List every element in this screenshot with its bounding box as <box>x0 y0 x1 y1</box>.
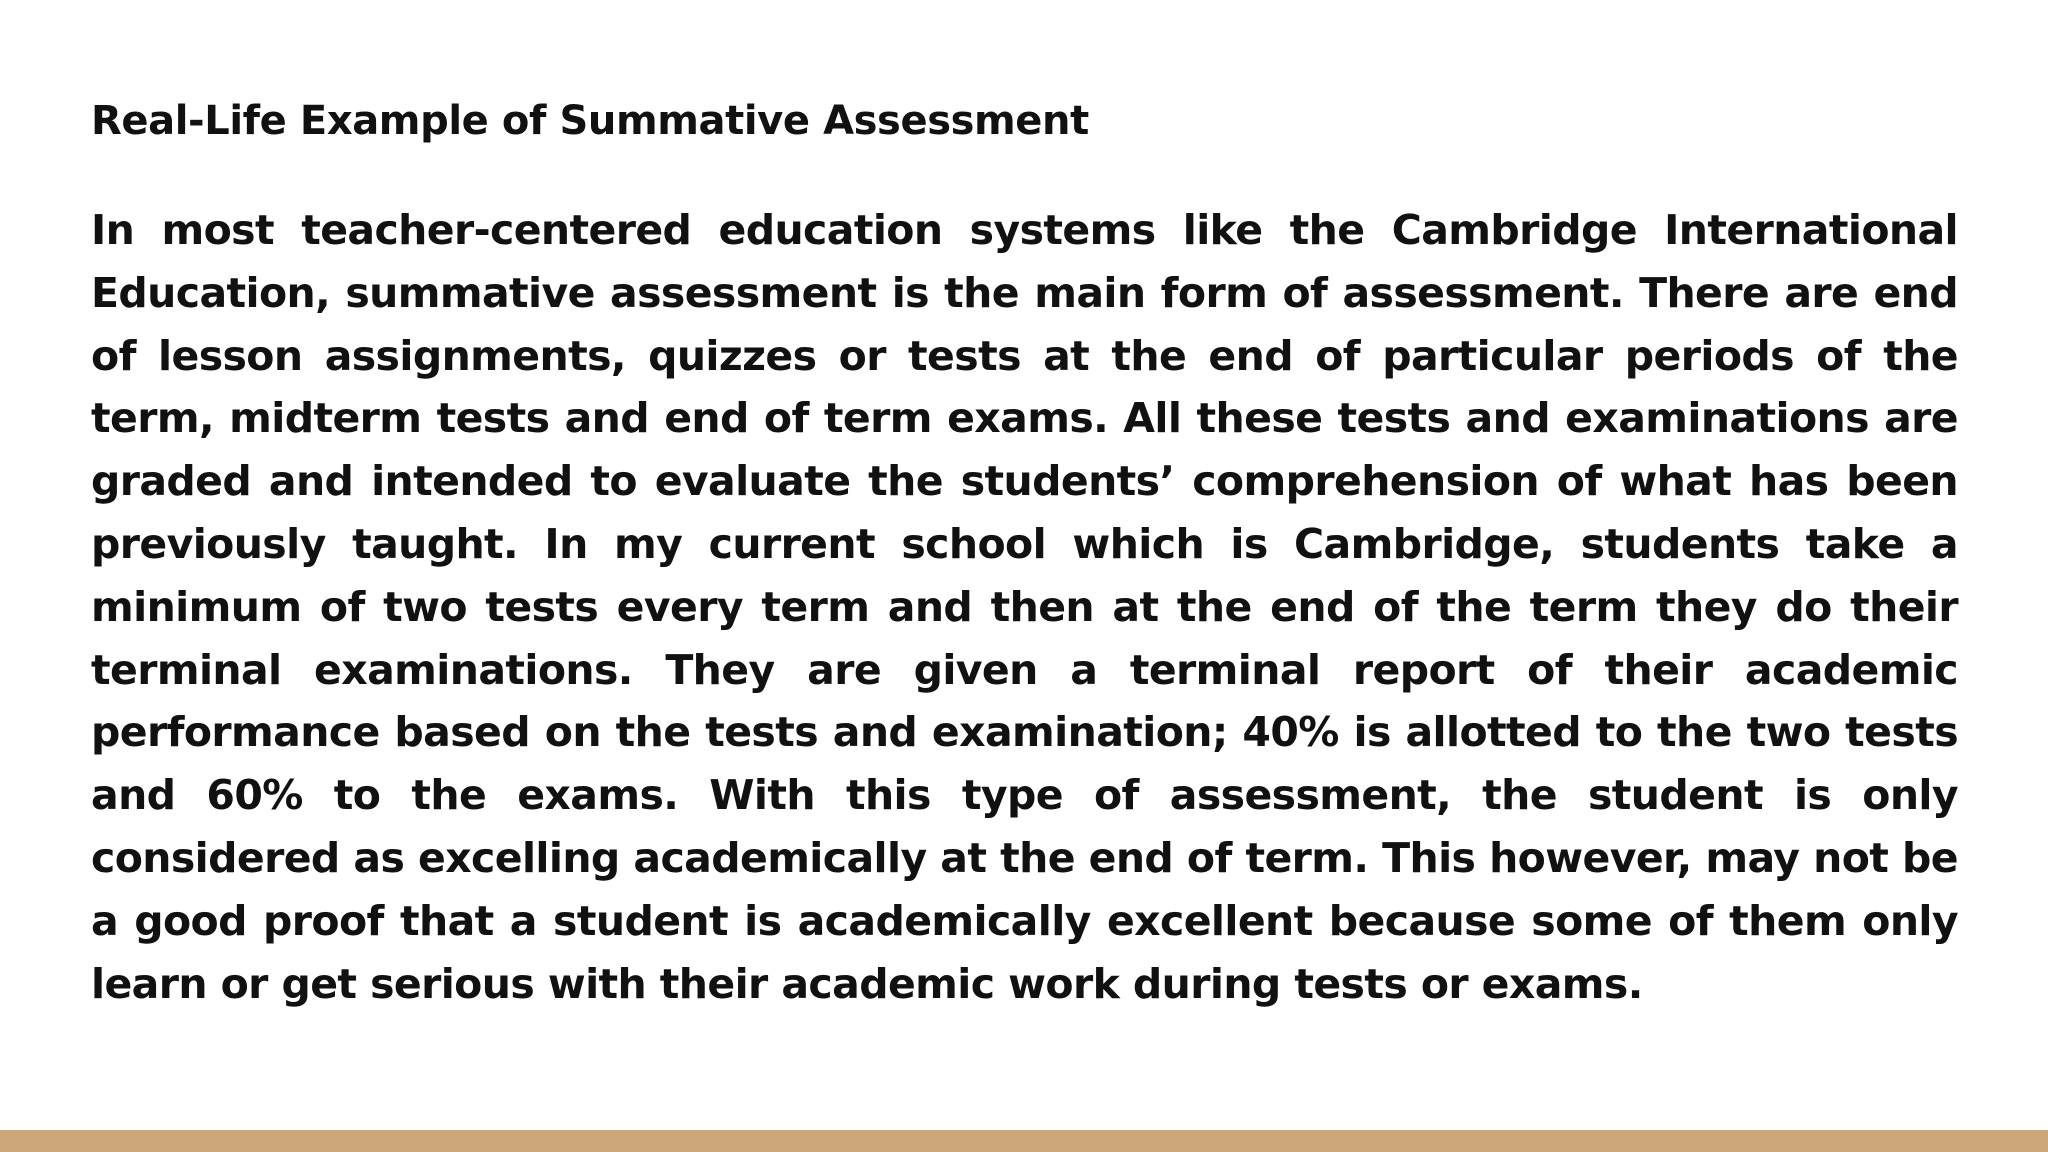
slide-body-paragraph: In most teacher-centered education systems like the Cambridge International Education, summative assessment is the main form of assessment. There are end of lesson assignments, quizzes or tests at the end of particular periods of the term, midterm tests and end of term exams. All these tests and examinations are graded and intended to evaluate the students’ comprehension of what has been previously taught. In my current school which is Cambridge, students take a minimum of two tests every term and then at the end of the term they do their terminal examinations. They are given a terminal report of their academic performance based on the tests and examination; 40% is allotted to the two tests and 60% to the exams. With this type of assessment, the student is only considered as excelling academically at the end of term. This however, may not be a good proof that a student is academically excellent because some of them only learn or get serious with their academic work during tests or exams. <box>91 206 1958 1008</box>
slide-heading: Real-Life Example of Summative Assessment <box>91 98 1089 144</box>
footer-accent-bar <box>0 1130 2048 1152</box>
